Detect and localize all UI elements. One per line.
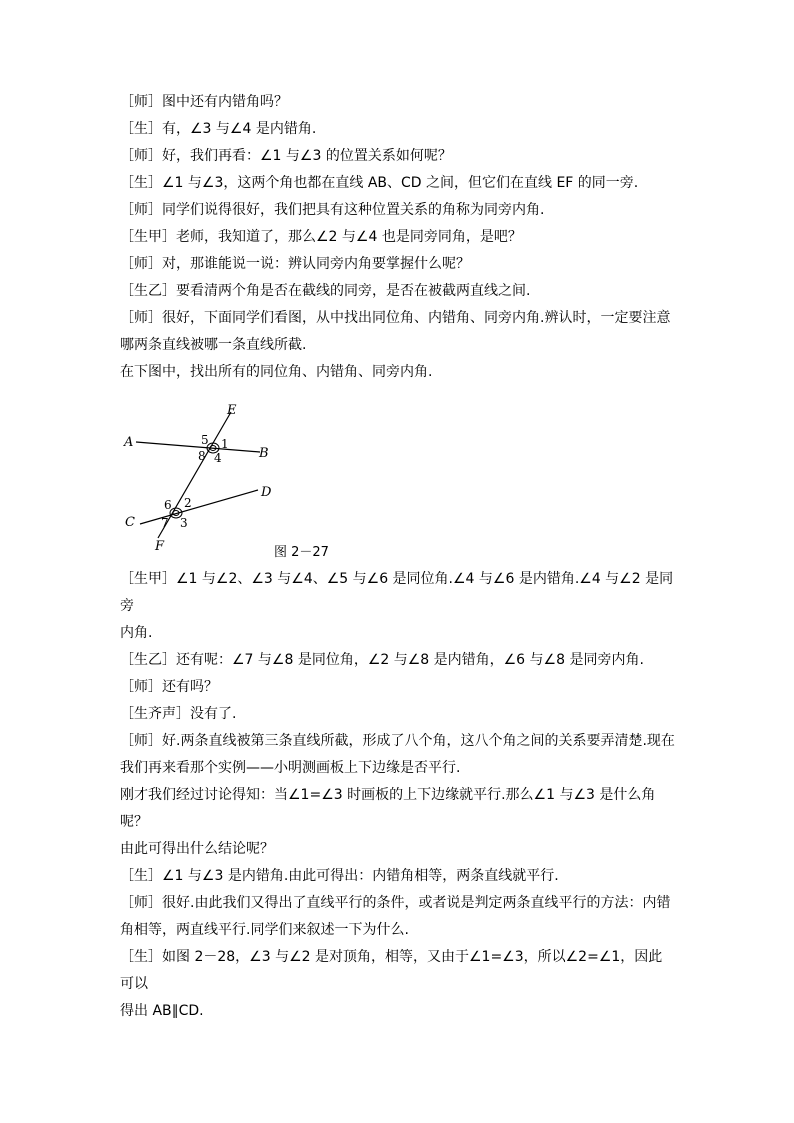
angle-label-6: 6 [164,498,172,512]
angle-label-4: 4 [214,451,222,465]
text-line: ［生乙］还有呢：∠7 与∠8 是同位角，∠2 与∠8 是内错角，∠6 与∠8 是同旁内角. [120,652,644,668]
label-a: A [124,435,134,450]
label-c: C [125,515,135,530]
text-line: ［师］图中还有内错角吗？ [120,94,288,110]
text-line: 刚才我们经过讨论得知：当∠1=∠3 时画板的上下边缘就平行.那么∠1 与∠3 是什么角呢？ [120,787,656,830]
text-line: ［生齐声］没有了. [120,706,237,722]
label-f: F [155,539,165,554]
text-line: 我们再来看那个实例——小明测画板上下边缘是否平行. [120,760,461,776]
label-d: D [261,485,272,500]
angle-label-7: 7 [161,516,169,530]
text-line: 得出 AB∥CD. [120,1003,204,1019]
text-line: ［师］同学们说得很好，我们把具有这种位置关系的角称为同旁内角. [120,202,545,218]
text-line: 在下图中，找出所有的同位角、内错角、同旁内角. [120,364,433,380]
text-line: 哪两条直线被哪一条直线所截. [120,337,307,353]
text-line: ［生］如图 2－28，∠3 与∠2 是对顶角，相等，又由于∠1=∠3，所以∠2=∠1，因此可以 [120,949,663,992]
angle-label-3: 3 [180,516,188,530]
text-line: ［师］好.两条直线被第三条直线所截，形成了八个角，这八个角之间的关系要弄清楚.现在 [120,733,675,749]
dialogue-bottom [120,566,676,1025]
text-line: ［生甲］老师，我知道了，那么∠2 与∠4 也是同旁同角，是吧？ [120,229,522,245]
figure-caption: 图 2－27 [274,545,329,560]
label-b: B [259,446,269,461]
angle-label-2: 2 [184,496,192,510]
text-line: ［师］对，那谁能说一说：辨认同旁内角要掌握什么呢？ [120,256,470,272]
label-e: E [227,403,237,418]
text-line: ［生］∠1 与∠3 是内错角.由此可得出：内错角相等，两条直线就平行. [120,868,559,884]
text-line: ［生］有，∠3 与∠4 是内错角. [120,121,317,137]
text-line: 由此可得出什么结论呢？ [120,841,274,857]
dialogue-top [120,89,676,386]
text-line: ［生乙］要看清两个角是否在截线的同旁，是否在被截两直线之间. [120,283,531,299]
angle-label-1: 1 [221,437,229,451]
text-line: 内角. [120,625,153,641]
text-line: ［师］还有吗？ [120,679,218,695]
angle-label-8: 8 [198,449,206,463]
line-cd [140,490,258,524]
text-line: ［生甲］∠1 与∠2、∠3 与∠4、∠5 与∠6 是同位角.∠4 与∠6 是内错角.∠4 与∠2 是同旁 [120,571,674,614]
text-line: 角相等，两直线平行.同学们来叙述一下为什么. [120,922,409,938]
angle-label-5: 5 [201,433,209,447]
text-line: ［师］很好，下面同学们看图，从中找出同位角、内错角、同旁内角.辨认时，一定要注意 [120,310,671,326]
text-line: ［师］很好.由此我们又得出了直线平行的条件，或者说是判定两条直线平行的方法：内错 [120,895,671,911]
text-line: ［师］好，我们再看：∠1 与∠3 的位置关系如何呢？ [120,148,452,164]
text-line: ［生］∠1 与∠3，这两个角也都在直线 AB、CD 之间，但它们在直线 EF 的同一旁. [120,175,639,191]
line-ef [158,412,231,538]
